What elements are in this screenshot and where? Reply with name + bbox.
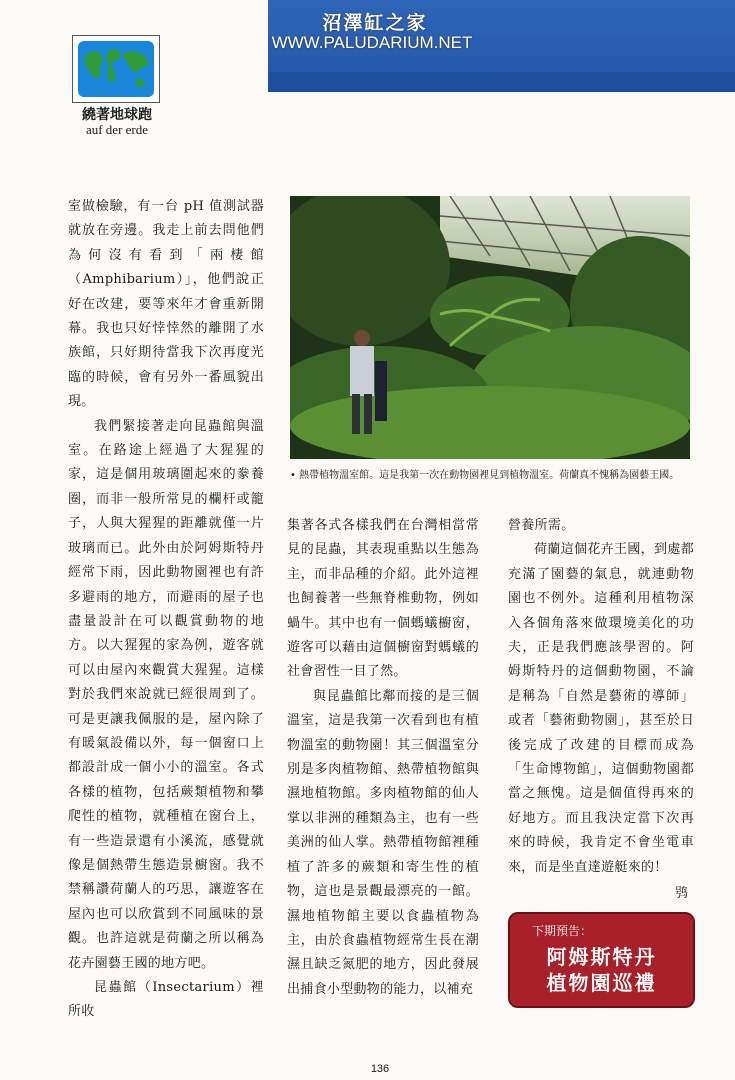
paragraph: 荷蘭這個花卉王國，到處都充滿了園藝的氣息，就連動物園也不例外。這種利用植物深入各個角落來做環境美化的功夫，正是我們應該學習的。阿姆斯特丹的這個動物園，不論是稱為「自然是藝術的導師」或者「藝術動物園」，甚至於日後完成了改建的目標而成為「生命博物館」，這個動物園都當之無愧。這是個值得再來的好地方。而且我決定當下次再來的時候，我肯定不會坐電車來，而是坐直達遊艇來的！ [508,542,694,875]
page-number: 136 [370,1063,390,1075]
site-url: WWW.PALUDARIUM.NET [271,33,473,52]
greenhouse-photo [290,196,690,459]
next-issue-box [508,912,695,1008]
article-column-3 [508,514,694,880]
paragraph: 營養所需。 [508,518,575,533]
next-issue-label: 下期預告： [532,924,593,938]
column-subtitle: auf der erde [85,122,149,137]
photo-caption: • 熱帶植物溫室館。這是我第一次在動物園裡見到植物溫室。荷蘭真不愧稱為園藝王國。 [290,470,680,481]
paragraph: 昆蟲館（Insectarium）裡所收 [68,980,264,1020]
next-issue-title [510,944,693,996]
header-banner-stripe [268,72,735,92]
paragraph: 室做檢驗，有一台 pH 值測試器就放在旁邊。我走上前去問他們為何沒有看到「兩棲館（Amphibarium）」，他們說正好在改建，要等來年才會重新開幕。我也只好悻悻然的離開了水族館，只好期待當我下次再度光臨的時候，會有另外一番風貌出現。 [68,199,264,410]
site-name: 沼澤缸之家 [322,12,428,34]
article-column-2 [287,514,479,1002]
next-issue-title-line1: 阿姆斯特丹 [546,945,657,969]
paragraph: 我們緊接著走向昆蟲館與溫室。在路途上經過了大猩猩的家，這是個用玻璃圍起來的豢養圈，而非一般所常見的欄杆或籠子，人與大猩猩的距離就僅一片玻璃而已。此外由於阿姆斯特丹經常下雨，因此動物園裡也有許多避雨的地方，而避雨的屋子也盡量設計在可以觀賞動物的地方。以大猩猩的家為例，遊客就可以由屋內來觀賞大猩猩。這樣對於我們來說就已經很周到了。可是更讓我佩服的是，屋內除了有暖氣設備以外，每一個窗口上都設計成一個小小的溫室。各式各樣的植物，包括蕨類植物和攀爬性的植物，就種植在窗台上，有一些造景還有小溪流，感覺就像是個熱帶生態造景櫥窗。我不禁稱讚荷蘭人的巧思，讓遊客在屋內也可以欣賞到不同風味的景觀。也許這就是荷蘭之所以稱為花卉園藝王國的地方吧。 [68,418,264,971]
globe-icon [78,41,154,97]
paragraph: 集著各式各樣我們在台灣相當常見的昆蟲，其表現重點以生態為主，而非品種的介紹。此外這裡也飼養著一些無脊椎動物，例如蝸牛。其中也有一個螞蟻櫥窗，遊客可以藉由這個櫥窗對螞蟻的社會習性一目了然。 [287,518,479,680]
next-issue-title-line2: 植物園巡禮 [546,971,657,995]
column-logo [72,35,160,103]
article-column-1 [68,195,264,1025]
column-title: 繞著地球跑 [82,107,152,123]
paragraph: 與昆蟲館比鄰而接的是三個溫室，這是我第一次看到也有植物溫室的動物園！其三個溫室分別是多肉植物館、熱帶植物館與濕地植物館。多肉植物館的仙人掌以非洲的種類為主，也有一些美洲的仙人掌。熱帶植物館裡種植了許多的蕨類和寄生性的植物，這也是景觀最漂亮的一館。濕地植物館主要以食蟲植物為主，由於食蟲植物經常生長在潮濕且缺乏氮肥的地方，因此發展出捕食小型動物的能力，以補充 [287,688,479,997]
end-mark: 鸮 [675,886,689,901]
